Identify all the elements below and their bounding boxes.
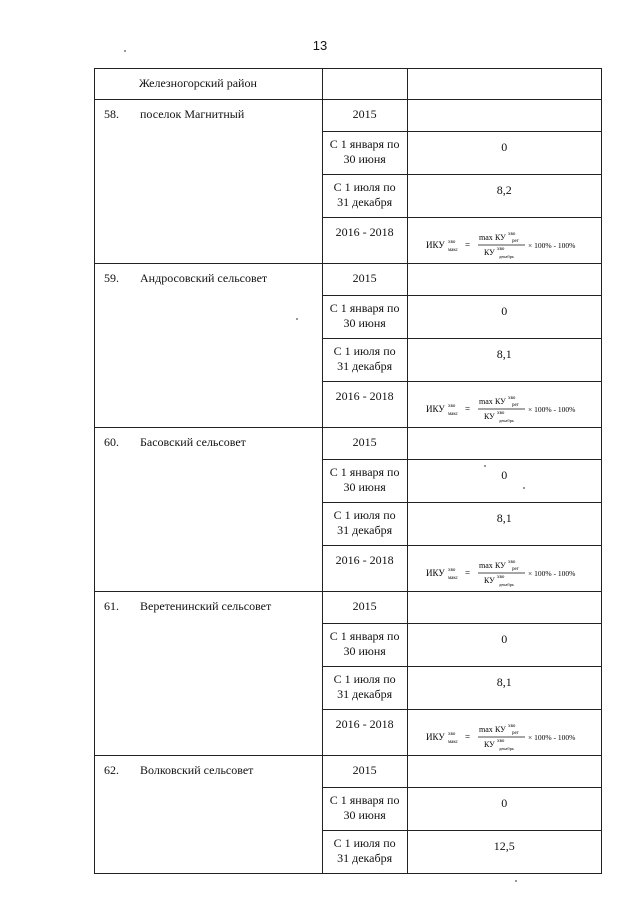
period-line-1: С 1 января по — [329, 629, 400, 643]
period-cell — [322, 831, 407, 874]
district-cell — [95, 69, 323, 100]
period-label: 2016 - 2018 — [335, 553, 394, 567]
formula-equals: = — [464, 732, 470, 742]
period-line-2: 30 июня — [343, 644, 386, 658]
scan-speck — [484, 465, 486, 467]
period-label: 2015 — [352, 271, 377, 285]
formula-svg — [424, 720, 592, 752]
period-line-1: С 1 июля по — [333, 180, 396, 194]
settlement-label — [95, 428, 322, 450]
value-cell — [407, 100, 601, 132]
period-label: 2016 - 2018 — [335, 225, 394, 239]
settlement-label — [95, 100, 322, 122]
settlement-label — [95, 592, 322, 614]
period-row — [95, 428, 602, 460]
period-label — [323, 339, 407, 381]
formula-num-prefix: max — [478, 397, 493, 406]
settlement-name: Веретенинский сельсовет — [140, 599, 272, 613]
period-cell — [322, 296, 407, 339]
period-label — [323, 460, 407, 502]
settlement-cell — [95, 756, 323, 874]
settlement-number: 58. — [104, 107, 119, 121]
empty-cell — [407, 69, 601, 100]
period-label: 2016 - 2018 — [335, 389, 394, 403]
period-label — [323, 503, 407, 545]
formula-num-var: КУ — [494, 561, 506, 570]
period-cell — [322, 100, 407, 132]
formula-den-sub: декабрь — [498, 746, 514, 751]
value-cell — [407, 296, 601, 339]
settlement-cell — [95, 592, 323, 756]
formula-den-var: КУ — [483, 412, 495, 421]
formula-cell — [407, 382, 601, 428]
formula-num-var: КУ — [494, 233, 506, 242]
period-line-1: С 1 июля по — [333, 836, 396, 850]
period-row — [95, 264, 602, 296]
value-text: 12,5 — [493, 839, 515, 853]
formula-den-sup: хво — [496, 575, 504, 580]
period-cell — [322, 218, 407, 264]
district-label: Железногорский район — [139, 76, 257, 90]
formula-num-var: КУ — [494, 725, 506, 734]
period-line-1: С 1 июля по — [333, 672, 396, 686]
period-cell — [322, 339, 407, 382]
period-cell — [322, 667, 407, 710]
formula-lhs: ИКУ — [425, 404, 445, 414]
period-label — [323, 624, 407, 666]
period-line-2: 31 декабря — [337, 851, 393, 865]
formula-cell — [407, 710, 601, 756]
period-cell — [322, 428, 407, 460]
settlement-label — [95, 756, 322, 778]
formula-den-sup: хво — [496, 247, 504, 252]
period-line-2: 30 июня — [343, 480, 386, 494]
formula-den-sub: декабрь — [498, 418, 514, 423]
period-line-1: С 1 января по — [329, 465, 400, 479]
value-cell — [407, 756, 601, 788]
value-text: 0 — [501, 304, 508, 318]
period-line-1: С 1 июля по — [333, 344, 396, 358]
formula-num-sup: хво — [507, 560, 515, 565]
value-cell — [407, 788, 601, 831]
settlement-number: 62. — [104, 763, 119, 777]
period-line-2: 31 декабря — [337, 359, 393, 373]
formula-lhs-sub: макс — [447, 740, 458, 745]
period-label — [323, 667, 407, 709]
formula-den-sup: хво — [496, 739, 504, 744]
period-line-1: С 1 июля по — [333, 508, 396, 522]
value-text: 8,1 — [496, 675, 512, 689]
value-text: 0 — [501, 632, 508, 646]
formula-equals: = — [464, 568, 470, 578]
value-cell — [407, 592, 601, 624]
formula-equals: = — [464, 404, 470, 414]
formula-equals: = — [464, 240, 470, 250]
value-text: 8,1 — [496, 511, 512, 525]
formula-num-var: КУ — [494, 397, 506, 406]
value-cell — [407, 264, 601, 296]
period-cell — [322, 710, 407, 756]
formula-den-var: КУ — [483, 576, 495, 585]
period-line-2: 31 декабря — [337, 195, 393, 209]
period-label — [323, 788, 407, 830]
formula-num-sup: хво — [507, 232, 515, 237]
value-cell — [407, 428, 601, 460]
formula-lhs: ИКУ — [425, 568, 445, 578]
formula-lhs: ИКУ — [425, 240, 445, 250]
period-label — [323, 132, 407, 174]
value-cell — [407, 831, 601, 874]
tariff-table — [94, 68, 602, 874]
settlement-number: 61. — [104, 599, 119, 613]
formula-svg — [424, 392, 592, 424]
formula-den-sub: декабрь — [498, 254, 514, 259]
period-line-1: С 1 января по — [329, 793, 400, 807]
period-label: 2015 — [352, 435, 377, 449]
value-text: 8,2 — [496, 183, 512, 197]
formula-num-sup: хво — [507, 724, 515, 729]
settlement-name: Андросовский сельсовет — [140, 271, 268, 285]
period-label — [323, 296, 407, 338]
value-cell — [407, 175, 601, 218]
formula-lhs-sub: макс — [447, 248, 458, 253]
settlement-name: поселок Магнитный — [140, 107, 245, 121]
formula-lhs-sup: хво — [447, 404, 455, 409]
district-row — [95, 69, 602, 100]
settlement-number: 59. — [104, 271, 119, 285]
period-line-2: 31 декабря — [337, 687, 393, 701]
empty-cell — [322, 69, 407, 100]
formula-num-prefix: max — [478, 233, 493, 242]
period-cell — [322, 264, 407, 296]
value-cell — [407, 132, 601, 175]
settlement-name: Волковский сельсовет — [140, 763, 254, 777]
formula-den-sub: декабрь — [498, 582, 514, 587]
scan-speck — [515, 880, 517, 882]
table-body — [95, 69, 602, 874]
formula-tail: × 100% - 100% — [527, 241, 575, 250]
value-text: 0 — [501, 796, 508, 810]
value-text: 0 — [501, 140, 508, 154]
period-label — [323, 831, 407, 873]
formula-lhs-sup: хво — [447, 732, 455, 737]
formula-num-prefix: max — [478, 561, 493, 570]
formula-lhs-sup: хво — [447, 568, 455, 573]
formula-num-sub: рег — [511, 567, 519, 572]
formula-den-var: КУ — [483, 740, 495, 749]
page-number: 13 — [312, 38, 328, 53]
period-cell — [322, 175, 407, 218]
formula-num-sub: рег — [511, 239, 519, 244]
value-text: 8,1 — [496, 347, 512, 361]
period-row — [95, 756, 602, 788]
period-row — [95, 592, 602, 624]
period-cell — [322, 788, 407, 831]
settlement-cell — [95, 100, 323, 264]
formula-lhs-sub: макс — [447, 576, 458, 581]
formula-num-prefix: max — [478, 725, 493, 734]
period-row — [95, 100, 602, 132]
period-cell — [322, 546, 407, 592]
period-line-2: 30 июня — [343, 152, 386, 166]
formula-tail: × 100% - 100% — [527, 569, 575, 578]
formula-tail: × 100% - 100% — [527, 405, 575, 414]
formula-den-sup: хво — [496, 411, 504, 416]
value-cell — [407, 624, 601, 667]
formula-svg — [424, 556, 592, 588]
period-label: 2015 — [352, 763, 377, 777]
period-cell — [322, 624, 407, 667]
value-cell — [407, 460, 601, 503]
value-cell — [407, 667, 601, 710]
settlement-name: Басовский сельсовет — [140, 435, 246, 449]
period-line-2: 30 июня — [343, 808, 386, 822]
formula-cell — [407, 546, 601, 592]
period-line-2: 31 декабря — [337, 523, 393, 537]
settlement-number: 60. — [104, 435, 119, 449]
settlement-cell — [95, 264, 323, 428]
period-line-1: С 1 января по — [329, 301, 400, 315]
value-cell — [407, 339, 601, 382]
scan-speck — [124, 50, 126, 52]
period-label: 2015 — [352, 107, 377, 121]
period-cell — [322, 460, 407, 503]
formula-num-sup: хво — [507, 396, 515, 401]
period-label: 2015 — [352, 599, 377, 613]
formula-num-sub: рег — [511, 403, 519, 408]
formula-lhs: ИКУ — [425, 732, 445, 742]
settlement-label — [95, 264, 322, 286]
period-cell — [322, 592, 407, 624]
scan-speck — [523, 487, 525, 489]
formula-den-var: КУ — [483, 248, 495, 257]
period-line-1: С 1 января по — [329, 137, 400, 151]
formula-lhs-sub: макс — [447, 412, 458, 417]
period-label: 2016 - 2018 — [335, 717, 394, 731]
value-cell — [407, 503, 601, 546]
settlement-cell — [95, 428, 323, 592]
formula-tail: × 100% - 100% — [527, 733, 575, 742]
period-cell — [322, 503, 407, 546]
period-label — [323, 175, 407, 217]
formula-cell — [407, 218, 601, 264]
period-cell — [322, 756, 407, 788]
formula-lhs-sup: хво — [447, 240, 455, 245]
period-cell — [322, 382, 407, 428]
scan-speck — [296, 318, 298, 320]
value-text: 0 — [501, 468, 508, 482]
period-cell — [322, 132, 407, 175]
formula-svg — [424, 228, 592, 260]
formula-num-sub: рег — [511, 731, 519, 736]
period-line-2: 30 июня — [343, 316, 386, 330]
